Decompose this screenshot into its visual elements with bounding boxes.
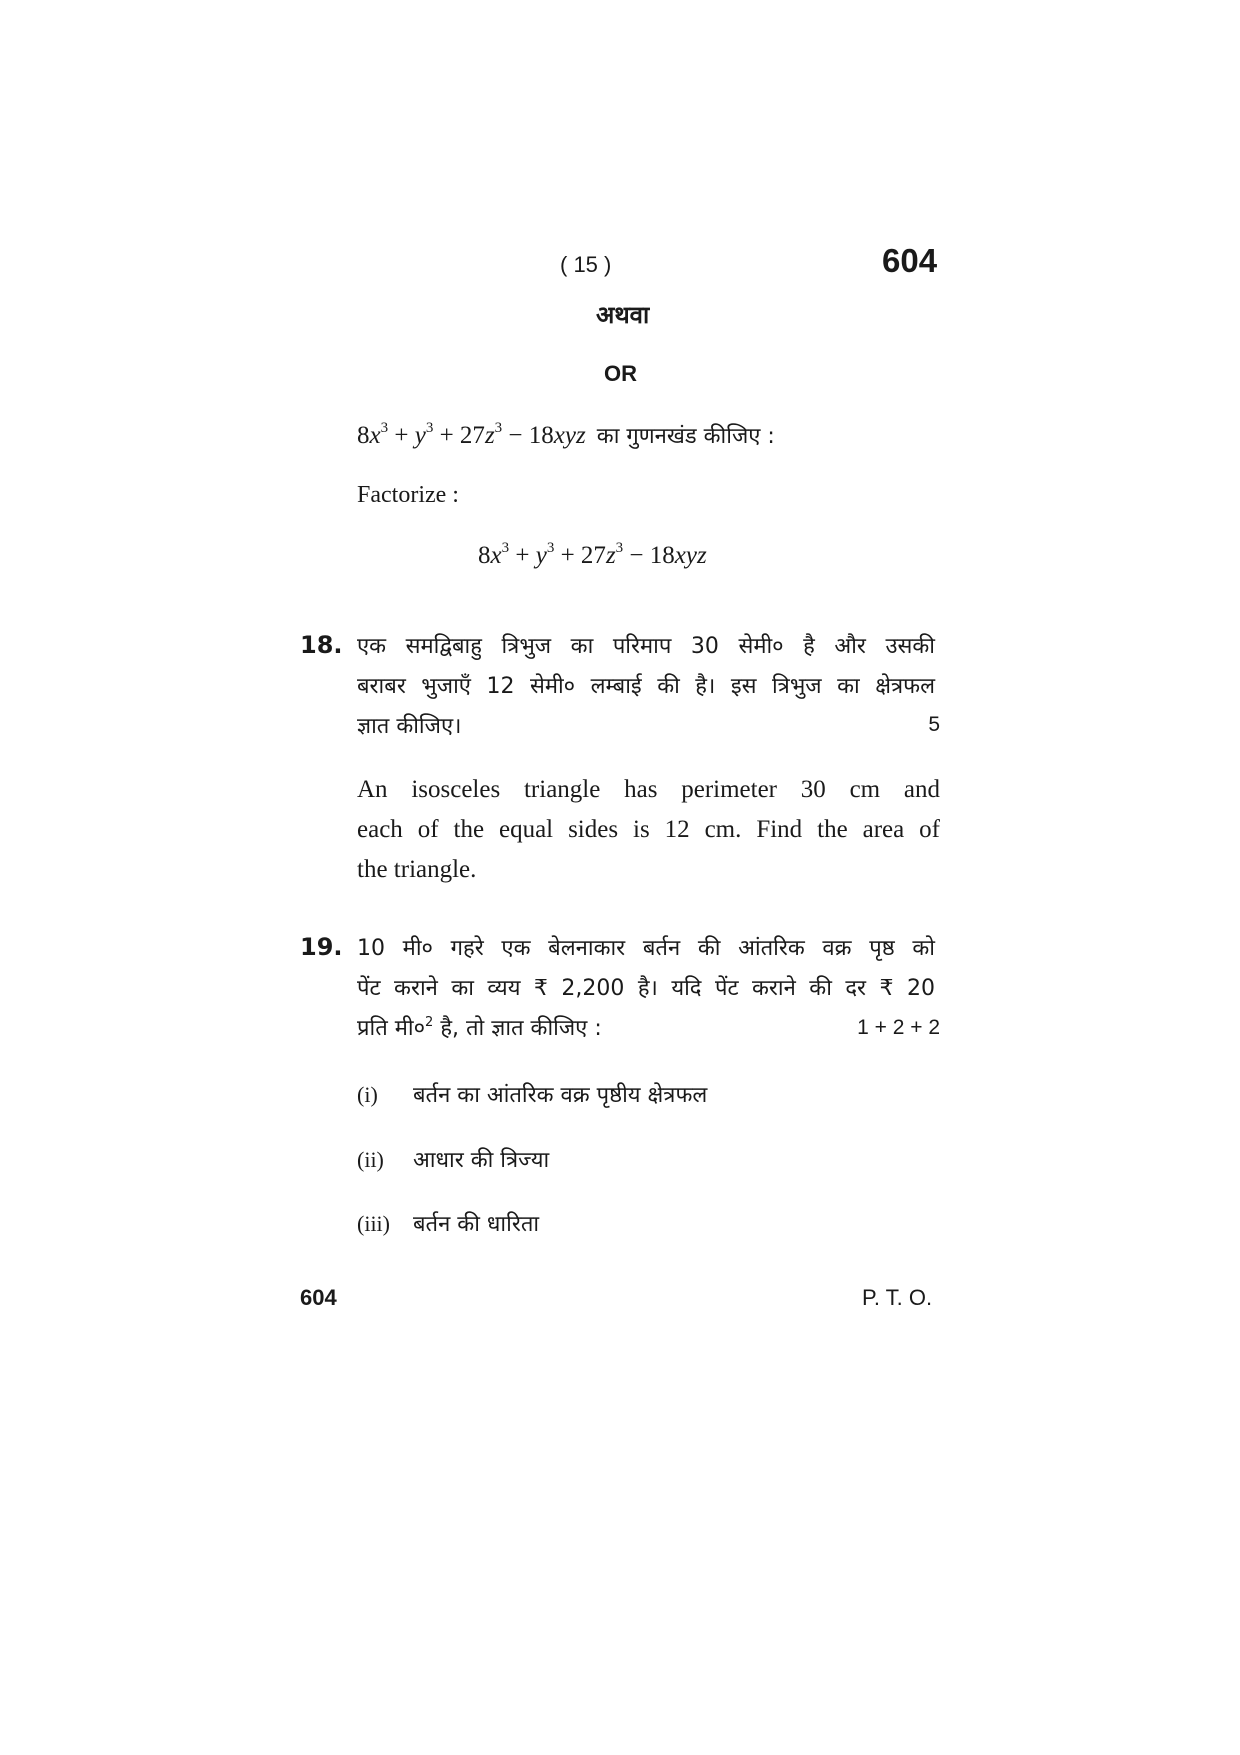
page-number: ( 15 ): [560, 252, 612, 277]
q19-part-i-label: (i): [357, 1082, 378, 1107]
paper-code-bottom: 604: [300, 1285, 337, 1310]
q19-hindi-line-3b: है, तो ज्ञात कीजिए :: [440, 1016, 602, 1041]
q18-marks: 5: [928, 713, 940, 736]
q19-part-iii-label: (iii): [357, 1211, 390, 1236]
q19-hindi-line-2: पेंट कराने का व्यय ₹ 2,200 है। यदि पेंट कराने की दर ₹ 20: [357, 976, 935, 1001]
q19-superscript: 2: [425, 1015, 434, 1030]
factorize-expression-inline: $8x^3 + y^3 + 27z^3 - 18xyz$: [357, 420, 586, 449]
q19-part-i-text: बर्तन का आंतरिक वक्र पृष्ठीय क्षेत्रफल: [413, 1083, 708, 1108]
q18-english-line-1: An isosceles triangle has perimeter 30 cm and: [357, 776, 940, 803]
q18-english-line-3: the triangle.: [357, 856, 477, 883]
question-number-19: 19.: [300, 933, 343, 961]
factorize-hindi-instruction: का गुणनखंड कीजिए :: [596, 424, 775, 449]
q19-hindi-line-3a: प्रति मी०: [357, 1016, 426, 1041]
factorize-hindi-line: [357, 420, 775, 450]
factorize-expression-centered: $8x^3 + y^3 + 27z^3 - 18xyz$: [478, 540, 707, 569]
question-number-18: 18.: [300, 631, 343, 659]
q19-part-i: [357, 1079, 707, 1109]
paper-code-top: 604: [882, 242, 938, 279]
q19-part-iii-text: बर्तन की धारिता: [413, 1212, 540, 1237]
q18-hindi-line-3: ज्ञात कीजिए।: [357, 714, 462, 739]
or-hindi-heading: अथवा: [596, 301, 650, 329]
q19-marks: 1 + 2 + 2: [857, 1016, 940, 1039]
q18-hindi-line-2: बराबर भुजाएँ 12 सेमी० लम्बाई की है। इस त्रिभुज का क्षेत्रफल: [357, 674, 935, 699]
q19-part-ii-label: (ii): [357, 1147, 384, 1172]
q19-hindi-line-1: 10 मी० गहरे एक बेलनाकार बर्तन की आंतरिक वक्र पृष्ठ को: [357, 936, 935, 961]
q19-part-ii: [357, 1144, 549, 1174]
please-turn-over: P. T. O.: [862, 1285, 933, 1310]
or-english-heading: OR: [604, 361, 637, 386]
q19-part-ii-text: आधार की त्रिज्या: [413, 1148, 550, 1173]
q18-english-line-2: each of the equal sides is 12 cm. Find the area of: [357, 816, 940, 843]
q19-hindi-line-3: [357, 1012, 777, 1042]
q18-hindi-line-1: एक समद्विबाहु त्रिभुज का परिमाप 30 सेमी० है और उसकी: [357, 634, 935, 659]
q19-part-iii: [357, 1208, 539, 1238]
factorize-english-instruction: Factorize :: [357, 482, 459, 508]
